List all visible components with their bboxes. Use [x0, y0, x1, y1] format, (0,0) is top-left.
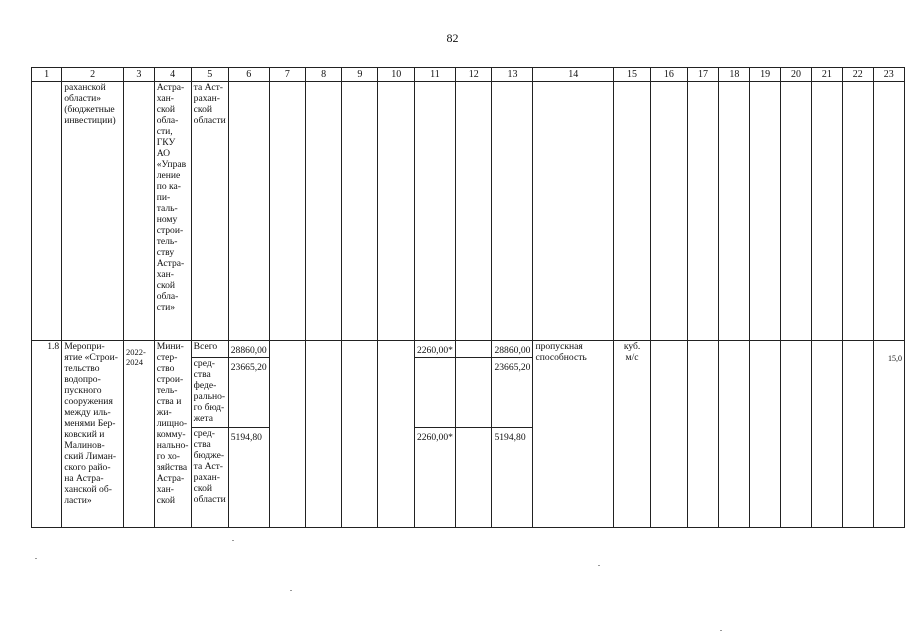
row-number: 1.8 [32, 341, 62, 528]
implementation-period: 2022- 2024 [124, 341, 155, 528]
column-header: 15 [614, 68, 651, 82]
amount-cell: 23665,20 [492, 358, 533, 428]
column-header: 21 [811, 68, 842, 82]
amount-cell: 2260,00* [414, 341, 455, 358]
scan-speck [232, 540, 234, 541]
table-cell [455, 82, 492, 341]
table-cell [781, 82, 812, 341]
table-cell [414, 82, 455, 341]
table-cell [269, 82, 305, 341]
table-cell [228, 82, 269, 341]
table-cell [305, 82, 341, 341]
table-cell [269, 341, 305, 528]
amount-cell [414, 358, 455, 428]
table-cell [811, 82, 842, 341]
column-header: 4 [154, 68, 191, 82]
indicator-name: пропускная способность [533, 341, 614, 528]
column-header: 5 [191, 68, 228, 82]
column-header: 2 [62, 68, 124, 82]
table-cell [342, 82, 378, 341]
amount-cell: 23665,20 [228, 358, 269, 428]
column-header: 17 [687, 68, 719, 82]
column-header: 18 [719, 68, 750, 82]
amount-cell: 2260,00* [414, 428, 455, 528]
page-number: 82 [446, 31, 459, 45]
table-cell [719, 82, 750, 341]
funding-source-continued: та Аст- рахан- ской области [191, 82, 228, 341]
table-cell [305, 341, 341, 528]
table-cell [455, 358, 492, 428]
table-cell [455, 428, 492, 528]
table-cell [342, 341, 378, 528]
table-cell [687, 82, 719, 341]
column-header: 8 [305, 68, 341, 82]
column-header: 22 [842, 68, 873, 82]
table-cell [842, 341, 873, 528]
table-cell [378, 341, 415, 528]
measure-name-continued: раханской области» (бюджетные инвестиции) [62, 82, 124, 341]
funding-source-label: Всего [191, 341, 228, 358]
table-cell [781, 341, 812, 528]
column-header: 9 [342, 68, 378, 82]
column-header: 6 [228, 68, 269, 82]
table-cell [719, 341, 750, 528]
table-cell [32, 82, 62, 341]
column-header: 10 [378, 68, 415, 82]
column-header: 19 [750, 68, 781, 82]
table-cell [378, 82, 415, 341]
column-header: 16 [651, 68, 688, 82]
amount-cell: 28860,00 [492, 341, 533, 358]
column-header: 12 [455, 68, 492, 82]
amount-cell: 5194,80 [492, 428, 533, 528]
amount-cell: 5194,80 [228, 428, 269, 528]
table-cell [533, 82, 614, 341]
column-header: 3 [124, 68, 155, 82]
column-header: 14 [533, 68, 614, 82]
column-header: 11 [414, 68, 455, 82]
column-header: 23 [873, 68, 904, 82]
funding-source-label: сред- ства бюдже- та Аст- рахан- ской области [191, 428, 228, 528]
table-cell [842, 82, 873, 341]
table-cell [124, 82, 155, 341]
table-cell [614, 82, 651, 341]
scan-speck [290, 590, 292, 591]
column-header: 7 [269, 68, 305, 82]
funding-source-label: сред- ства феде- рально- го бюд- жета [191, 358, 228, 428]
indicator-value: 15,0 [873, 341, 904, 528]
table-cell [687, 341, 719, 528]
table-cell [750, 82, 781, 341]
executor: Мини- стер- ство строи- тель- ства и жи- лищно- комму- нально- го хо- зяйства Астра- хан- ской [154, 341, 191, 528]
table-row-1-8-total [32, 341, 905, 358]
table-cell [455, 341, 492, 358]
table-cell [651, 82, 688, 341]
table-cell [811, 341, 842, 528]
column-number-row [32, 68, 905, 82]
scan-speck [35, 558, 37, 559]
column-header: 1 [32, 68, 62, 82]
column-header: 13 [492, 68, 533, 82]
table-cell [492, 82, 533, 341]
table-cell [651, 341, 688, 528]
continued-row [32, 82, 905, 341]
scan-speck [720, 630, 722, 631]
table-cell [750, 341, 781, 528]
indicator-unit: куб. м/с [614, 341, 651, 528]
executor-continued: Астра- хан- ской обла- сти, ГКУ АО «Управ ление по ка- пи- таль- ному строи- тель- ству Астра- хан- ской обла- сти» [154, 82, 191, 341]
measure-name: Меропри- ятие «Строи- тельство водопро- пускного сооружения между иль- менями Бер- ковский и Малинов- ский Лиман- ского райо- на Астра- ханской об- ласти» [62, 341, 124, 528]
scan-speck [598, 565, 600, 566]
program-table [31, 67, 905, 528]
amount-cell: 28860,00 [228, 341, 269, 358]
table-cell [873, 82, 904, 341]
column-header: 20 [781, 68, 812, 82]
